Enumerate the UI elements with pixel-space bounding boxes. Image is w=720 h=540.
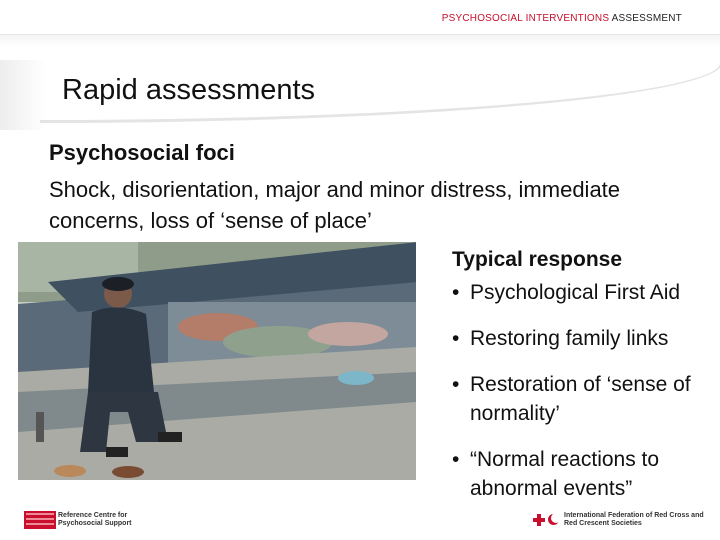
header-rule (0, 34, 720, 47)
list-item-text: Restoring family links (470, 327, 669, 350)
list-item-text: Restoration of ‘sense of normality’ (470, 373, 691, 425)
section-label (442, 13, 682, 24)
list-item (452, 445, 714, 503)
typical-response (452, 245, 714, 503)
section-label-plain: ASSESSMENT (609, 13, 682, 24)
reference-centre-logo-icon (24, 511, 56, 529)
foci-text: Shock, disorientation, major and minor distress, immediate concerns, loss of ‘sense of place’ (49, 177, 621, 233)
bullet-icon: • (452, 373, 460, 396)
bullet-icon: • (452, 448, 460, 471)
list-item (452, 278, 714, 307)
bullet-icon: • (452, 281, 460, 304)
red-cross-crescent-icon (532, 512, 562, 528)
footer-right-text: International Federation of Red Cross and Red Crescent Societies (564, 512, 704, 527)
foci-heading: Psychosocial foci (49, 140, 235, 165)
list-item (452, 324, 714, 353)
response-heading: Typical response (452, 248, 623, 271)
footer-left-text: Reference Centre for Psychosocial Support (58, 512, 132, 527)
bullet-icon: • (452, 327, 460, 350)
response-list (452, 278, 714, 503)
list-item-text: “Normal reactions to abnormal events” (470, 448, 660, 500)
list-item (452, 370, 714, 428)
photo-earthquake-shelter-icon (18, 242, 416, 480)
footer-reference-centre (24, 511, 168, 529)
footer-ifrc (532, 512, 714, 528)
section-label-accent: PSYCHOSOCIAL INTERVENTIONS (441, 13, 610, 24)
list-item-text: Psychological First Aid (470, 281, 681, 304)
photo (18, 242, 416, 480)
slide-title: Rapid assessments (62, 74, 316, 106)
